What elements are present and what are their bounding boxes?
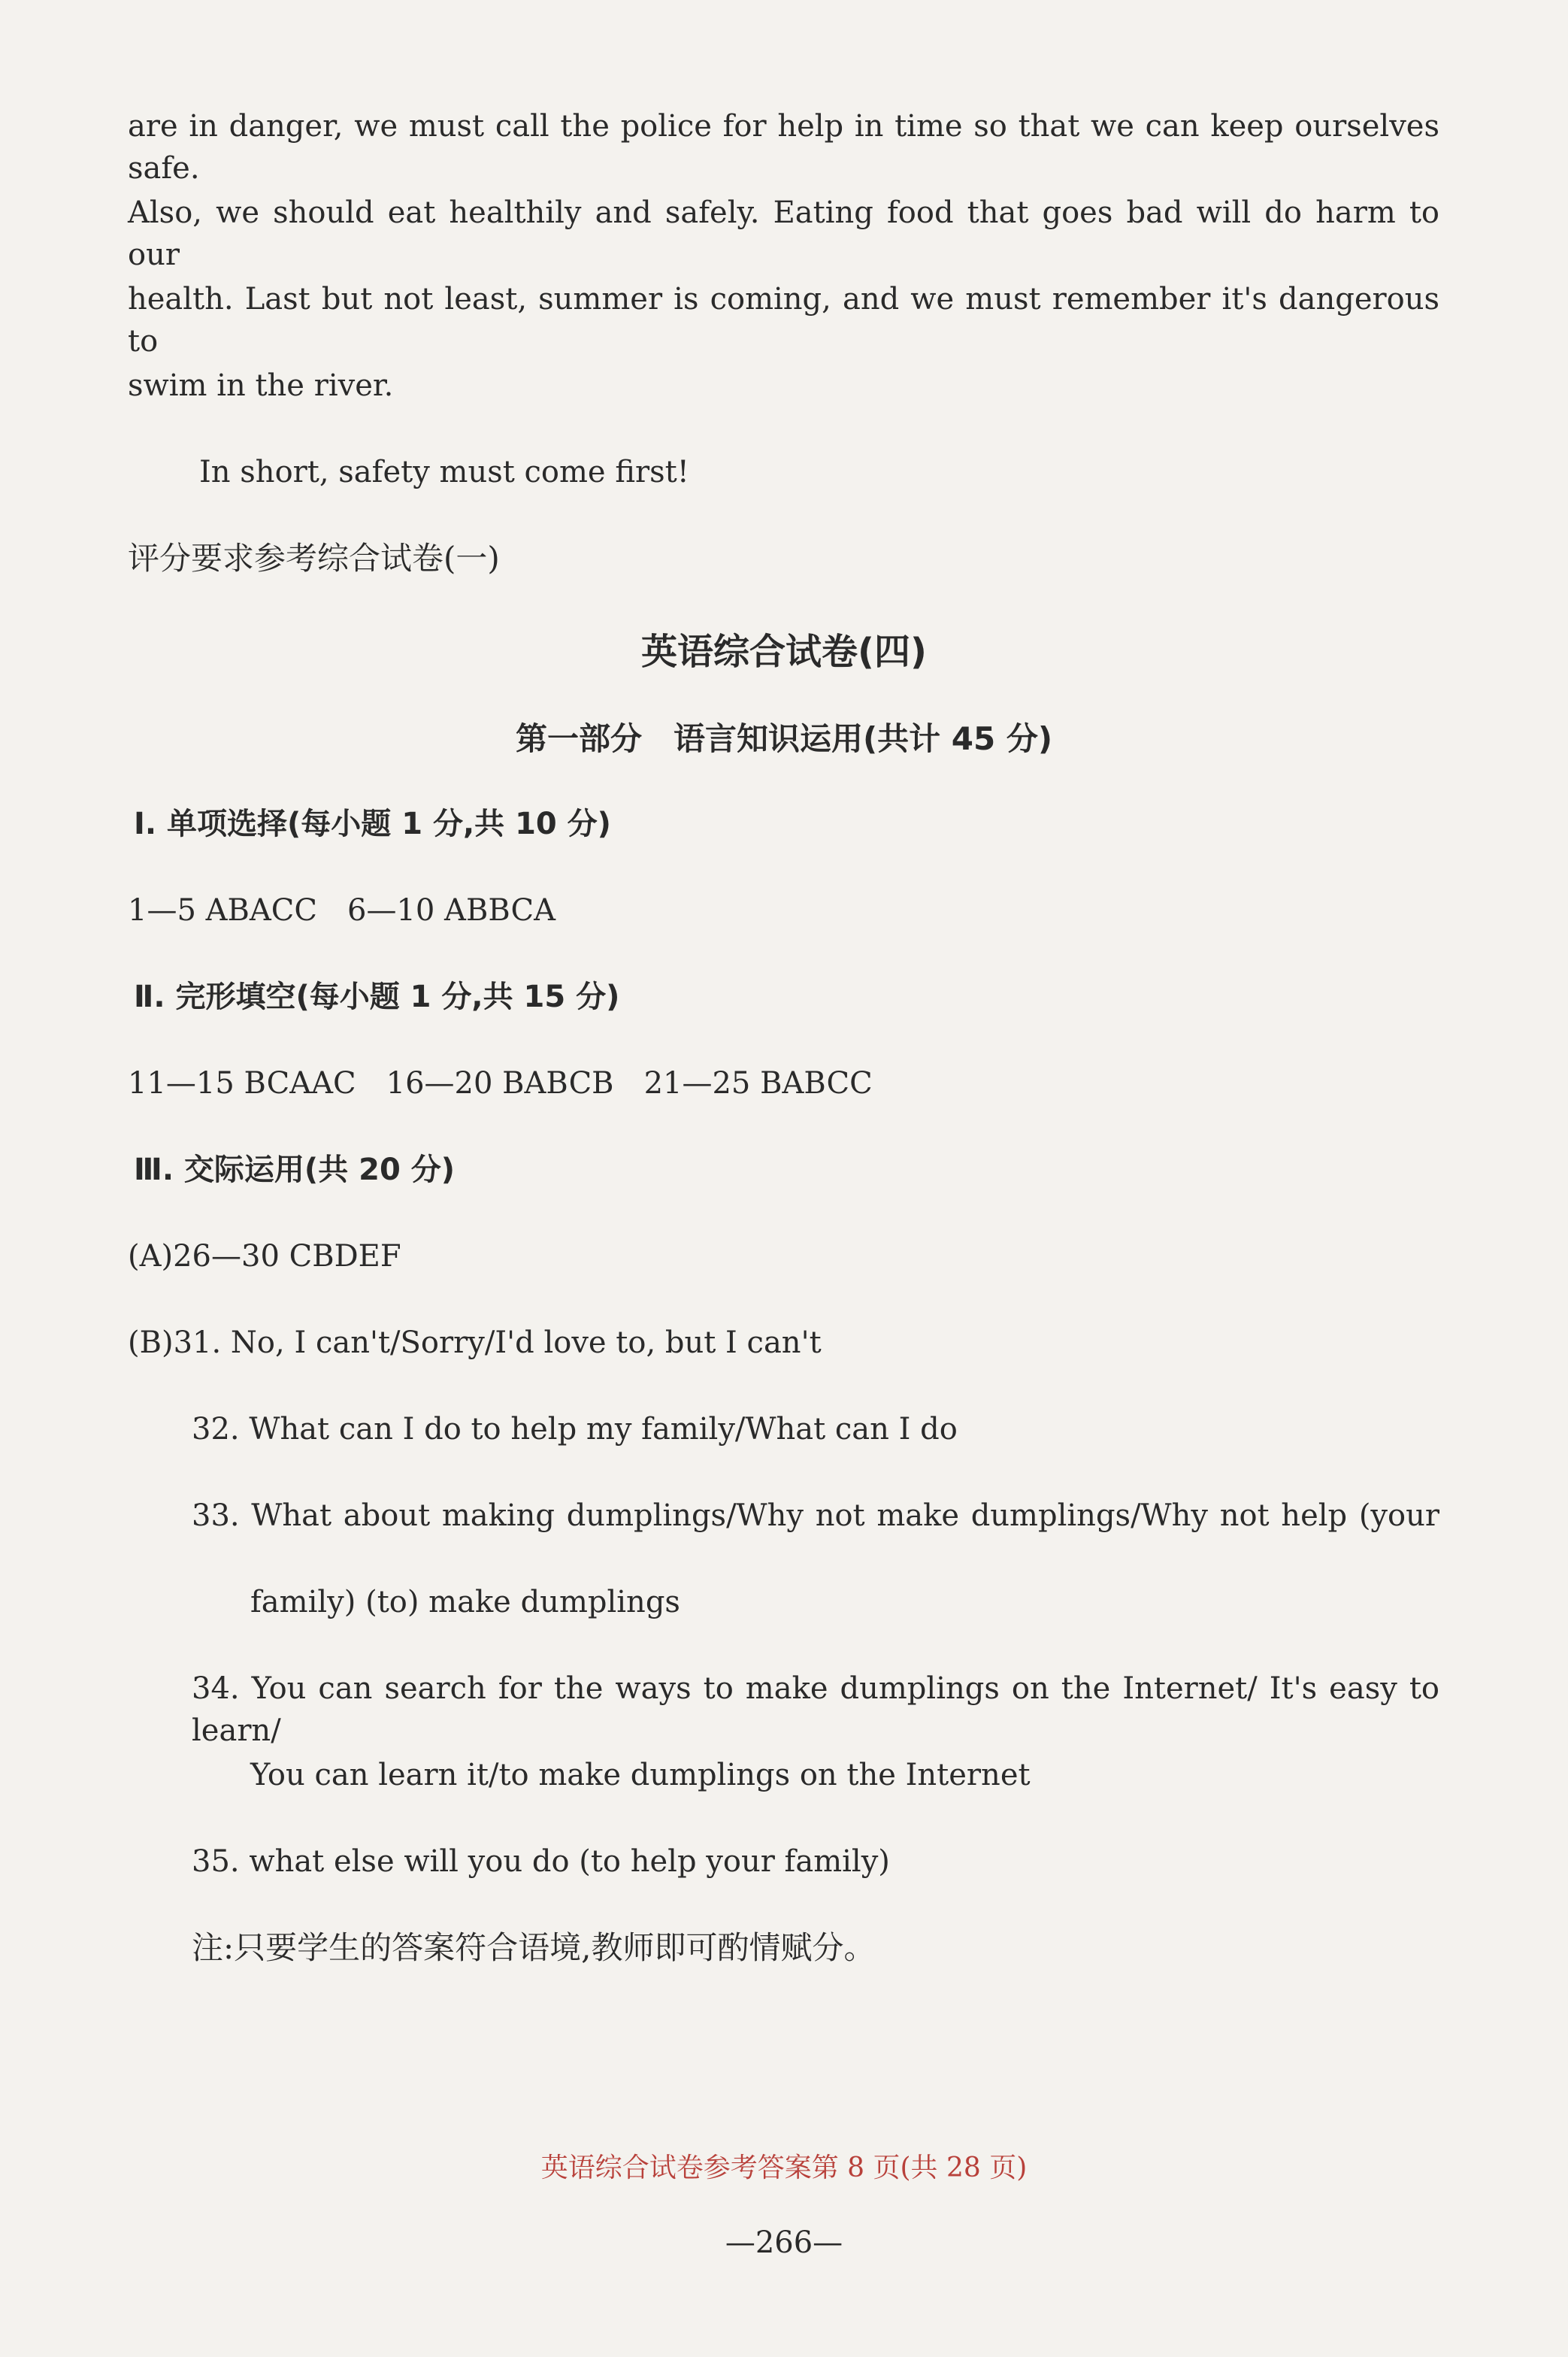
exam-title: 英语综合试卷(四) bbox=[641, 631, 927, 673]
answer-32: 32. What can I do to help my family/What can I do bbox=[192, 1412, 958, 1447]
essay-line-1: are in danger, we must call the police for help in time so that we can keep ourselves safe. bbox=[128, 109, 1439, 186]
answer-34-line-1: 34. You can search for the ways to make dumplings on the Internet/ It's easy to learn/ bbox=[192, 1671, 1439, 1748]
section-2-answers: 11—15 BCAAC 16—20 BABCB 21—25 BABCC bbox=[128, 1066, 873, 1101]
essay-line-2: Also, we should eat healthily and safely. Eating food that goes bad will do harm to our bbox=[128, 195, 1439, 272]
scoring-note: 评分要求参考综合试卷(一) bbox=[128, 540, 500, 577]
answer-35: 35. what else will you do (to help your family) bbox=[192, 1844, 890, 1879]
answer-34-line-2: You can learn it/to make dumplings on the Internet bbox=[250, 1758, 1031, 1792]
answer-33-line-2: family) (to) make dumplings bbox=[250, 1585, 680, 1619]
answer-33-line-1: 33. What about making dumplings/Why not make dumplings/Why not help (your bbox=[192, 1498, 1439, 1533]
footer-caption: 英语综合试卷参考答案第 8 页(共 28 页) bbox=[540, 2153, 1028, 2183]
section-1-heading: Ⅰ. 单项选择(每小题 1 分,共 10 分) bbox=[134, 807, 611, 841]
section-1-answers: 1—5 ABACC 6—10 ABBCA bbox=[128, 893, 555, 928]
page-number: —266— bbox=[725, 2225, 843, 2260]
section-2-heading: Ⅱ. 完形填空(每小题 1 分,共 15 分) bbox=[134, 980, 620, 1014]
essay-closing: In short, safety must come first! bbox=[199, 455, 689, 489]
section-3-heading: Ⅲ. 交际运用(共 20 分) bbox=[134, 1153, 456, 1187]
answer-31: (B)31. No, I can't/Sorry/I'd love to, but I can't bbox=[128, 1325, 822, 1360]
essay-line-4: swim in the river. bbox=[128, 368, 394, 403]
part-title: 第一部分 语言知识运用(共计 45 分) bbox=[515, 720, 1053, 757]
grading-note: 注:只要学生的答案符合语境,教师即可酌情赋分。 bbox=[192, 1929, 876, 1966]
section-3-part-a: (A)26—30 CBDEF bbox=[128, 1239, 401, 1274]
essay-line-3: health. Last but not least, summer is coming, and we must remember it's dangerous to bbox=[128, 282, 1439, 359]
